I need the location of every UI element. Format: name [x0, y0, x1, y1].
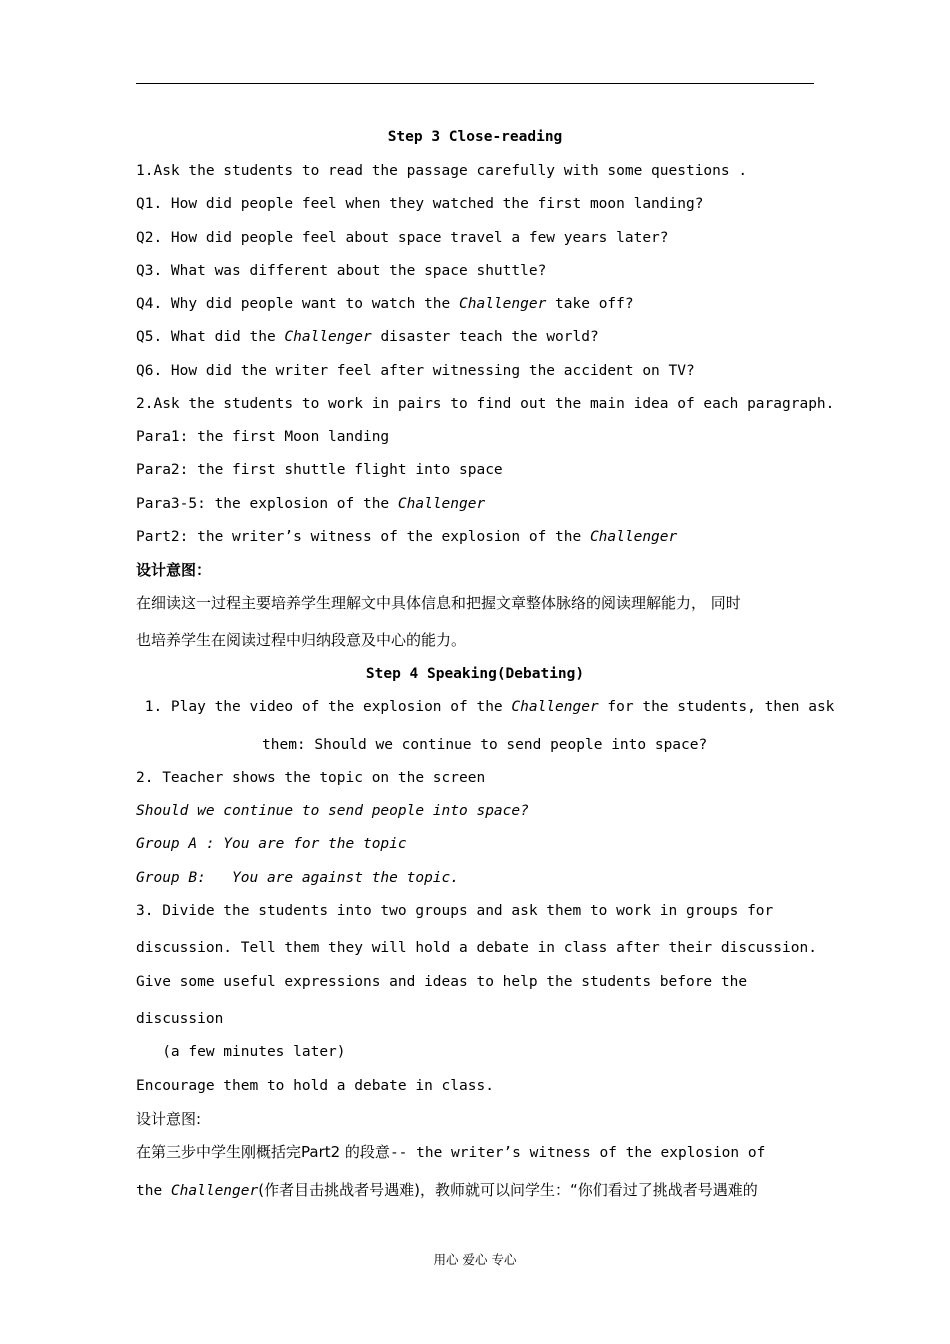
question-1: Q1. How did people feel when they watched the first moon landing?	[136, 196, 704, 212]
para1-idea: Para1: the first Moon landing	[136, 429, 390, 445]
question-5: Q5. What did the Challenger disaster teach the world?	[136, 329, 599, 345]
part2-idea: Part2: the writer’s witness of the explosion of the Challenger	[136, 529, 678, 545]
question-3: Q3. What was different about the space shuttle?	[136, 263, 547, 279]
page-footer: 用心 爱心 专心	[433, 1252, 517, 1267]
step3-intent-line2: 也培养学生在阅读过程中归纳段意及中心的能力。	[136, 631, 467, 649]
question-4: Q4. Why did people want to watch the Challenger take off?	[136, 296, 634, 312]
step4-intent-label: 设计意图:	[136, 1110, 202, 1128]
step4-item3-line1: 3. Divide the students into two groups and ask them to work in groups for	[136, 903, 774, 919]
step4-item2: 2. Teacher shows the topic on the screen	[136, 770, 486, 786]
step4-item3-line3: Give some useful expressions and ideas to help the students before the	[136, 974, 748, 990]
step3-task2: 2.Ask the students to work in pairs to find out the main idea of each paragraph.	[136, 396, 835, 412]
step4-intent-line1: 在第三步中学生刚概括完Part2 的段意-- the writer’s witness of the explosion of	[136, 1143, 766, 1161]
group-b: Group B: You are against the topic.	[136, 870, 460, 886]
step3-heading: Step 3 Close-reading	[387, 129, 563, 145]
debate-topic: Should we continue to send people into space?	[136, 803, 529, 819]
later-note: (a few minutes later)	[136, 1044, 346, 1060]
step4-heading: Step 4 Speaking(Debating)	[365, 666, 585, 682]
step4-item3-line2: discussion. Tell them they will hold a debate in class after their discussion.	[136, 940, 817, 956]
step4-intent-line2: the Challenger(作者目击挑战者号遇难)，教师就可以问学生：“你们看过了挑战者号遇难的	[136, 1181, 758, 1199]
question-6: Q6. How did the writer feel after witnessing the accident on TV?	[136, 363, 695, 379]
encourage-line: Encourage them to hold a debate in class.	[136, 1078, 494, 1094]
step3-task1: 1.Ask the students to read the passage carefully with some questions .	[136, 163, 748, 179]
step3-intent-line1: 在细读这一过程主要培养学生理解文中具体信息和把握文章整体脉络的阅读理解能力， 同时	[136, 594, 741, 612]
group-a: Group A : You are for the topic	[136, 836, 407, 852]
para2-idea: Para2: the first shuttle flight into space	[136, 462, 503, 478]
header-rule	[136, 83, 814, 84]
step4-item1-cont: them: Should we continue to send people into space?	[262, 737, 708, 753]
question-2: Q2. How did people feel about space travel a few years later?	[136, 230, 669, 246]
step3-intent-label: 设计意图：	[136, 561, 212, 579]
para3-5-idea: Para3-5: the explosion of the Challenger	[136, 496, 486, 512]
step4-item1: 1. Play the video of the explosion of the Challenger for the students, then ask	[136, 699, 835, 715]
step4-item3-line4: discussion	[136, 1011, 224, 1027]
